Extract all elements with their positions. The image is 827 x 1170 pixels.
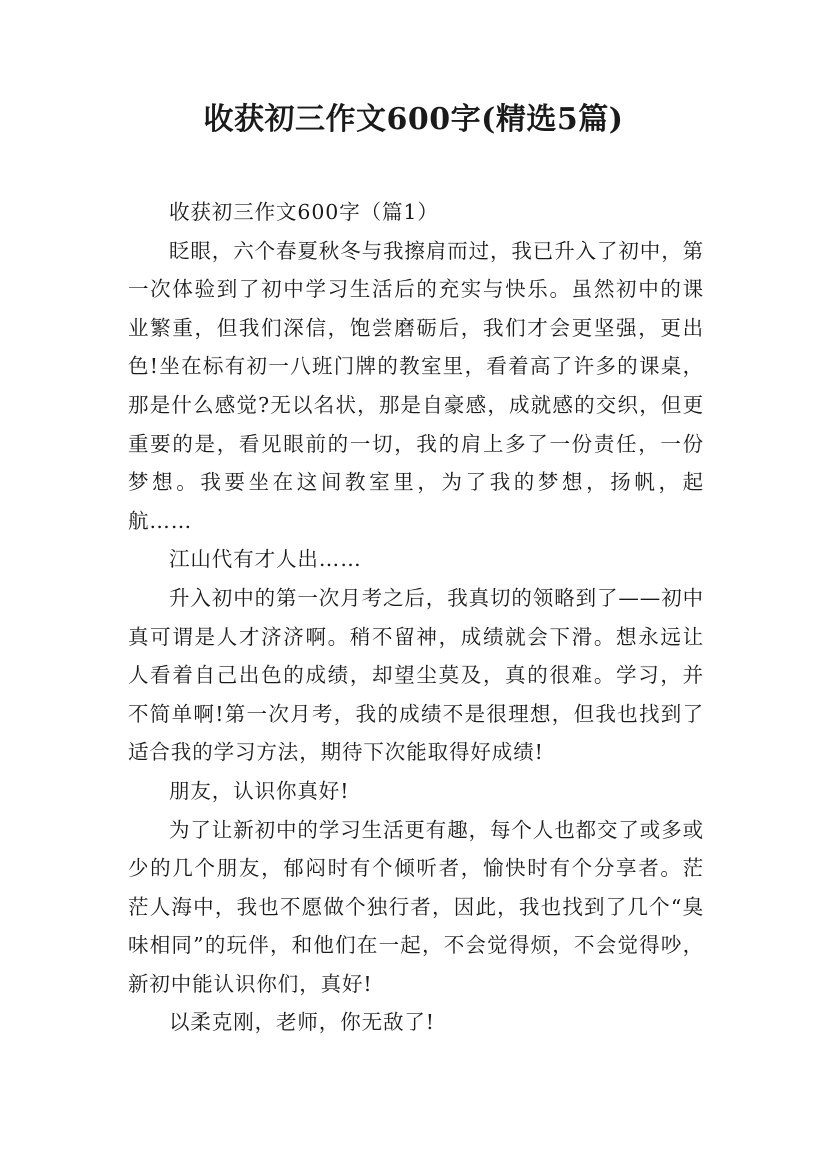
- section-heading: 收获初三作文600字（篇1）: [169, 200, 439, 224]
- document-body: [128, 193, 704, 1042]
- body-paragraph: 升入初中的第一次月考之后，我真切的领略到了——初中真可谓是人才济济啊。稍不留神，成绩就会下滑。想永远让人看着自己出色的成绩，却望尘莫及，真的很难。学习，并不简单啊!第一次月考，我的成绩不是很理想，但我也找到了适合我的学习方法，期待下次能取得好成绩!: [128, 585, 704, 765]
- body-paragraph: 江山代有才人出……: [169, 547, 362, 572]
- document-title: 收获初三作文600字(精选5篇): [203, 102, 624, 137]
- body-paragraph: 以柔克刚，老师，你无敌了!: [169, 1010, 435, 1035]
- body-paragraph: 朋友，认识你真好!: [169, 778, 350, 803]
- body-paragraph: 为了让新初中的学习生活更有趣，每个人也都交了或多或少的几个朋友，郁闷时有个倾听者，愉快时有个分享者。茫茫人海中，我也不愿做个独行者，因此，我也找到了几个“臭味相同”的玩伴，和他们在一起，不会觉得烦，不会觉得吵，新初中能认识你们，真好!: [128, 817, 704, 996]
- body-paragraph: 眨眼，六个春夏秋冬与我擦肩而过，我已升入了初中，第一次体验到了初中学习生活后的充实与快乐。虽然初中的课业繁重，但我们深信，饱尝磨砺后，我们才会更坚强，更出色!坐在标有初一八班门牌的教室里，看着高了许多的课桌，那是什么感觉?无以名状，那是自豪感，成就感的交织，但更重要的是，看见眼前的一切，我的肩上多了一份责任，一份梦想。我要坐在这间教室里，为了我的梦想，扬帆，起航……: [128, 238, 704, 533]
